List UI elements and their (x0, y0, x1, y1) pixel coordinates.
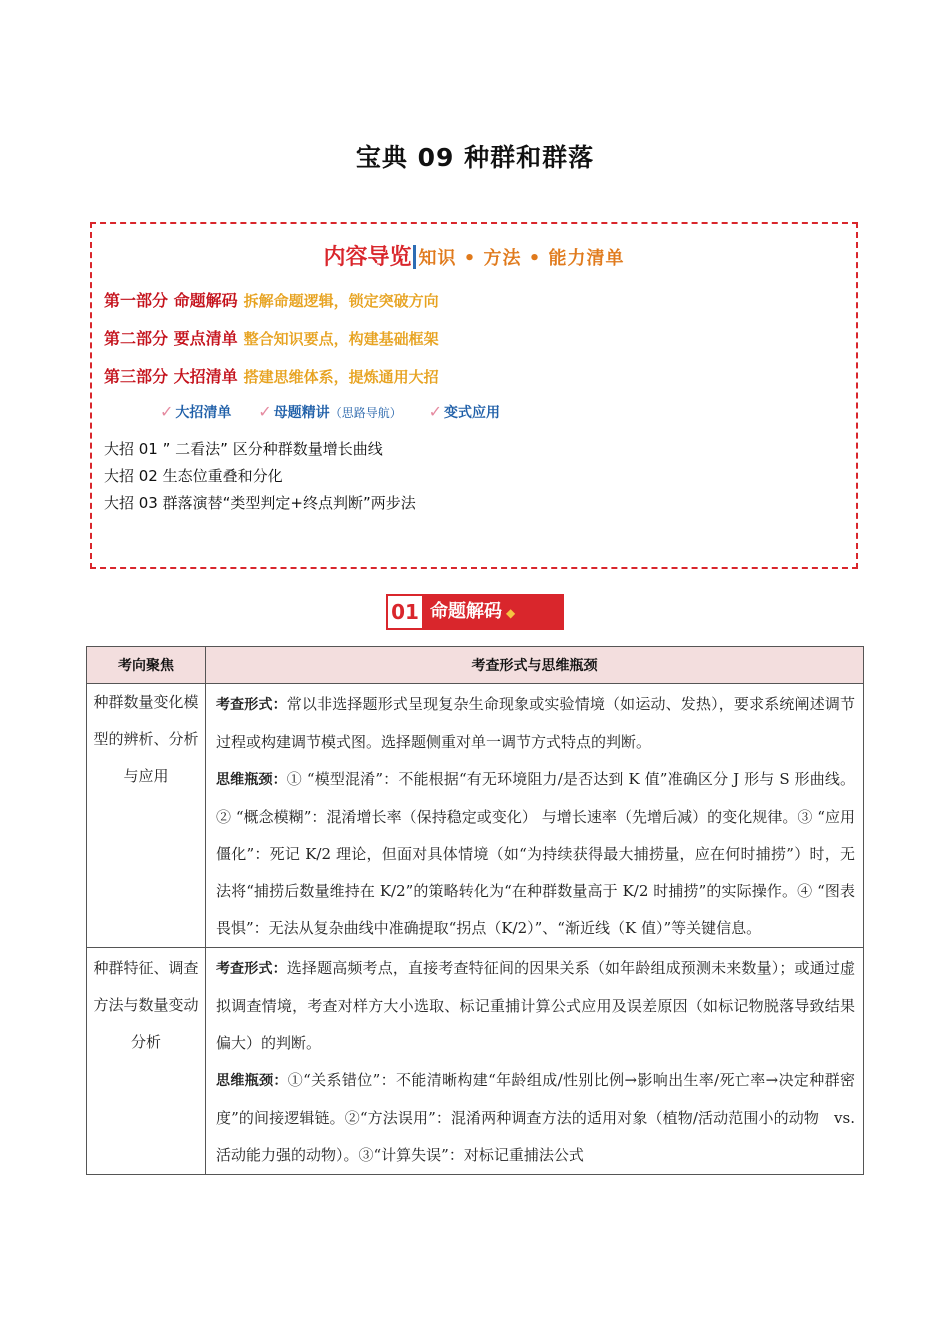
part-2-label: 第二部分 要点清单 (104, 329, 238, 348)
content-guide-box (90, 222, 858, 569)
checkmark-icon: ✓ (258, 402, 272, 421)
table-row (87, 948, 864, 1175)
header-focus: 考向聚焦 (87, 647, 206, 684)
bottleneck-paragraph (216, 1062, 855, 1174)
move-item: 大招 01 ” 二看法” 区分种群数量增长曲线 (104, 440, 383, 458)
row-focus: 种群特征、调查方法与数量变动分析 (87, 948, 206, 1175)
header-content: 考查形式与思维瓶颈 (206, 647, 864, 684)
form-label: 考查形式： (216, 961, 287, 977)
checkmark-icon: ✓ (428, 402, 442, 421)
part-1 (104, 288, 439, 311)
check-item-3: ✓ 变式应用 (428, 402, 500, 421)
move-list (104, 436, 416, 517)
part-1-desc: 拆解命题逻辑，锁定突破方向 (243, 292, 439, 310)
bottleneck-text: ① “模型混淆”：不能根据“有无环境阻力/是否达到 K 值”准确区分 J 形与 S 形曲线。② “概念模糊”：混淆增长率（保持稳定或变化） 与增长速率（先增后减）的变化规律。③ “应用僵化”：死记 K/2 理论，但面对具体情境（如“为持续获得最大捕捞量，应在何时捕捞”）时，无法将“捕捞后数量维持在 K/2”的策略转化为“在种群数量高于 K/2 时捕捞”的实际操作。④ “图表畏惧”：无法从复杂曲线中准确提取“拐点（K/2）”、“渐近线（K 值）”等关键信息。 (216, 770, 856, 937)
part-1-label: 第一部分 命题解码 (104, 291, 238, 310)
analysis-table (86, 646, 864, 1175)
checklist (160, 402, 522, 422)
part-3 (104, 364, 439, 387)
part-3-label: 第三部分 大招清单 (104, 367, 238, 386)
form-text: 常以非选择题形式呈现复杂生命现象或实验情境（如运动、发热），要求系统阐述调节过程或构建调节模式图。选择题侧重对单一调节方式特点的判断。 (216, 695, 855, 751)
form-label: 考查形式： (216, 697, 287, 713)
section-number: 01 (391, 600, 419, 624)
row-focus: 种群数量变化模型的辨析、分析与应用 (87, 684, 206, 948)
guide-heading (92, 240, 856, 271)
row-content (206, 948, 864, 1175)
guide-title: 内容导览 (323, 245, 412, 270)
check-item-1: ✓ 大招清单 (160, 402, 232, 421)
bottleneck-label: 思维瓶颈： (216, 772, 287, 788)
table-row (87, 684, 864, 948)
checkmark-icon: ✓ (160, 402, 174, 421)
bottleneck-paragraph (216, 761, 855, 947)
part-2 (104, 326, 439, 349)
form-paragraph (216, 686, 855, 761)
section-label: 命题解码 (430, 601, 502, 622)
section-label-wrap (422, 596, 562, 628)
bottleneck-label: 思维瓶颈： (216, 1073, 288, 1089)
form-paragraph (216, 950, 855, 1062)
section-badge (386, 594, 564, 630)
divider-bar (413, 245, 416, 269)
bottleneck-text: ①“关系错位”：不能清晰构建“年龄组成/性别比例→影响出生率/死亡率→决定种群密度”的间接逻辑链。②“方法误用”：混淆两种调查方法的适用对象（植物/活动范围小的动物 vs. 活动能力强的动物）。③“计算失误”：对标记重捕法公式 (216, 1071, 855, 1164)
part-2-desc: 整合知识要点，构建基础框架 (243, 330, 439, 348)
check-item-2: ✓ 母题精讲（思路导航） (258, 402, 402, 421)
diamond-icon: ◆ (506, 606, 516, 620)
move-item: 大招 02 生态位重叠和分化 (104, 467, 283, 485)
move-item: 大招 03 群落演替“类型判定+终点判断”两步法 (104, 494, 416, 512)
form-text: 选择题高频考点，直接考查特征间的因果关系（如年龄组成预测未来数量）；或通过虚拟调查情境，考查对样方大小选取、标记重捕计算公式应用及误差原因（如标记物脱落导致结果偏大）的判断。 (216, 959, 855, 1052)
part-3-desc: 搭建思维体系，提炼通用大招 (243, 368, 439, 386)
page-title: 宝典 09 种群和群落 (355, 143, 595, 172)
table-header-row (87, 647, 864, 684)
row-content (206, 684, 864, 948)
guide-subtitle: 知识 • 方法 • 能力清单 (418, 248, 625, 269)
